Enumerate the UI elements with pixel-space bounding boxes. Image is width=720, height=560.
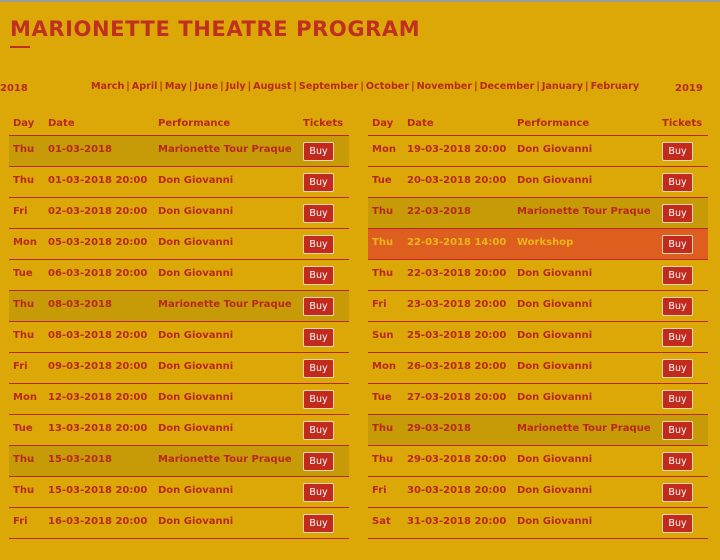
buy-ticket-button[interactable]: Buy	[303, 204, 334, 223]
cell-performance: Don Giovanni	[517, 144, 593, 155]
buy-ticket-button[interactable]: Buy	[303, 483, 334, 502]
cell-day: Mon	[372, 144, 396, 155]
month-separator: |	[474, 81, 478, 92]
table-header	[368, 114, 708, 136]
table-row	[9, 291, 349, 322]
month-separator: |	[159, 81, 163, 92]
month-link-june[interactable]: June	[194, 81, 219, 92]
title-underline	[10, 46, 30, 48]
cell-date: 31-03-2018 20:00	[407, 516, 507, 527]
page-title: MARIONETTE THEATRE PROGRAM	[10, 17, 421, 41]
cell-day: Thu	[13, 454, 35, 465]
buy-ticket-button[interactable]: Buy	[662, 173, 693, 192]
cell-date: 15-03-2018	[48, 454, 112, 465]
cell-day: Thu	[13, 144, 35, 155]
table-row	[368, 167, 708, 198]
month-link-april[interactable]: April	[131, 81, 158, 92]
table-row	[368, 353, 708, 384]
buy-ticket-button[interactable]: Buy	[303, 173, 334, 192]
buy-ticket-button[interactable]: Buy	[303, 266, 334, 285]
cell-day: Thu	[13, 299, 35, 310]
month-link-july[interactable]: July	[225, 81, 246, 92]
cell-date: 01-03-2018 20:00	[48, 175, 148, 186]
cell-performance: Don Giovanni	[158, 516, 234, 527]
month-nav	[91, 81, 640, 92]
month-separator: |	[220, 81, 224, 92]
cell-date: 22-03-2018 20:00	[407, 268, 507, 279]
cell-date: 16-03-2018 20:00	[48, 516, 148, 527]
cell-date: 12-03-2018 20:00	[48, 392, 148, 403]
table-row	[368, 260, 708, 291]
cell-performance: Don Giovanni	[517, 175, 593, 186]
cell-date: 29-03-2018	[407, 423, 471, 434]
cell-date: 26-03-2018 20:00	[407, 361, 507, 372]
cell-performance: Workshop	[517, 237, 574, 248]
buy-ticket-button[interactable]: Buy	[303, 235, 334, 254]
header-tickets: Tickets	[662, 118, 703, 129]
month-separator: |	[585, 81, 589, 92]
month-link-may[interactable]: May	[164, 81, 187, 92]
cell-date: 13-03-2018 20:00	[48, 423, 148, 434]
buy-ticket-button[interactable]: Buy	[662, 235, 693, 254]
cell-performance: Don Giovanni	[158, 237, 234, 248]
cell-performance: Don Giovanni	[517, 299, 593, 310]
cell-date: 01-03-2018	[48, 144, 112, 155]
cell-day: Thu	[372, 237, 394, 248]
month-link-january[interactable]: January	[541, 81, 584, 92]
buy-ticket-button[interactable]: Buy	[662, 204, 693, 223]
cell-date: 02-03-2018 20:00	[48, 206, 148, 217]
cell-performance: Don Giovanni	[158, 175, 234, 186]
buy-ticket-button[interactable]: Buy	[303, 142, 334, 161]
buy-ticket-button[interactable]: Buy	[303, 328, 334, 347]
table-row	[368, 446, 708, 477]
table-row	[9, 446, 349, 477]
table-row	[9, 322, 349, 353]
month-link-september[interactable]: September	[298, 81, 359, 92]
buy-ticket-button[interactable]: Buy	[662, 328, 693, 347]
cell-performance: Don Giovanni	[158, 330, 234, 341]
cell-day: Mon	[13, 237, 37, 248]
cell-performance: Don Giovanni	[517, 516, 593, 527]
table-row	[368, 477, 708, 508]
month-link-march[interactable]: March	[91, 81, 125, 92]
table-row	[368, 415, 708, 446]
month-link-february[interactable]: February	[590, 81, 640, 92]
cell-performance: Don Giovanni	[158, 392, 234, 403]
table-row	[368, 229, 708, 260]
cell-day: Thu	[372, 268, 394, 279]
cell-performance: Marionette Tour Praque	[158, 299, 292, 310]
buy-ticket-button[interactable]: Buy	[303, 297, 334, 316]
cell-day: Tue	[13, 268, 33, 279]
cell-day: Tue	[372, 175, 392, 186]
cell-performance: Don Giovanni	[158, 361, 234, 372]
month-separator: |	[360, 81, 364, 92]
table-row	[9, 477, 349, 508]
cell-day: Tue	[372, 392, 392, 403]
table-row	[368, 136, 708, 167]
cell-date: 20-03-2018 20:00	[407, 175, 507, 186]
buy-ticket-button[interactable]: Buy	[303, 452, 334, 471]
table-row	[9, 353, 349, 384]
buy-ticket-button[interactable]: Buy	[662, 297, 693, 316]
buy-ticket-button[interactable]: Buy	[662, 452, 693, 471]
table-row	[9, 415, 349, 446]
schedule-table-right	[368, 114, 708, 539]
prev-year-link[interactable]: 2018	[0, 83, 28, 94]
month-separator: |	[293, 81, 297, 92]
month-separator: |	[411, 81, 415, 92]
buy-ticket-button[interactable]: Buy	[662, 359, 693, 378]
cell-day: Thu	[13, 330, 35, 341]
cell-performance: Don Giovanni	[158, 423, 234, 434]
table-header	[9, 114, 349, 136]
buy-ticket-button[interactable]: Buy	[303, 390, 334, 409]
table-row	[9, 136, 349, 167]
month-link-october[interactable]: October	[365, 81, 410, 92]
cell-day: Thu	[13, 175, 35, 186]
cell-day: Thu	[372, 423, 394, 434]
cell-day: Fri	[372, 485, 387, 496]
top-border	[0, 0, 720, 2]
cell-performance: Marionette Tour Praque	[158, 144, 292, 155]
cell-performance: Don Giovanni	[517, 361, 593, 372]
month-separator: |	[126, 81, 130, 92]
cell-date: 08-03-2018	[48, 299, 112, 310]
table-row	[9, 229, 349, 260]
cell-date: 06-03-2018 20:00	[48, 268, 148, 279]
cell-performance: Don Giovanni	[517, 454, 593, 465]
table-row	[368, 291, 708, 322]
cell-day: Fri	[372, 299, 387, 310]
month-separator: |	[536, 81, 540, 92]
buy-ticket-button[interactable]: Buy	[662, 483, 693, 502]
buy-ticket-button[interactable]: Buy	[303, 514, 334, 533]
month-link-august[interactable]: August	[253, 81, 292, 92]
cell-day: Fri	[13, 206, 28, 217]
header-date: Date	[48, 118, 75, 129]
next-year-link[interactable]: 2019	[675, 83, 703, 94]
cell-day: Fri	[13, 361, 28, 372]
cell-day: Sun	[372, 330, 394, 341]
buy-ticket-button[interactable]: Buy	[303, 359, 334, 378]
month-link-december[interactable]: December	[479, 81, 535, 92]
cell-date: 29-03-2018 20:00	[407, 454, 507, 465]
cell-date: 08-03-2018 20:00	[48, 330, 148, 341]
table-row	[368, 508, 708, 539]
cell-performance: Don Giovanni	[158, 268, 234, 279]
cell-day: Mon	[372, 361, 396, 372]
schedule-table-left	[9, 114, 349, 539]
month-link-november[interactable]: November	[416, 81, 473, 92]
table-row	[9, 167, 349, 198]
header-tickets: Tickets	[303, 118, 344, 129]
header-date: Date	[407, 118, 434, 129]
cell-date: 23-03-2018 20:00	[407, 299, 507, 310]
cell-performance: Don Giovanni	[158, 485, 234, 496]
table-row	[9, 508, 349, 539]
cell-day: Tue	[13, 423, 33, 434]
header-day: Day	[372, 118, 394, 129]
cell-day: Thu	[372, 454, 394, 465]
cell-date: 09-03-2018 20:00	[48, 361, 148, 372]
cell-performance: Marionette Tour Praque	[517, 206, 651, 217]
cell-date: 22-03-2018 14:00	[407, 237, 507, 248]
cell-performance: Don Giovanni	[517, 268, 593, 279]
cell-date: 30-03-2018 20:00	[407, 485, 507, 496]
cell-date: 19-03-2018 20:00	[407, 144, 507, 155]
buy-ticket-button[interactable]: Buy	[303, 421, 334, 440]
cell-performance: Don Giovanni	[517, 330, 593, 341]
month-separator: |	[247, 81, 252, 92]
table-row	[368, 322, 708, 353]
table-row	[9, 198, 349, 229]
header-performance: Performance	[158, 118, 231, 129]
cell-day: Fri	[13, 516, 28, 527]
cell-date: 25-03-2018 20:00	[407, 330, 507, 341]
table-row	[9, 260, 349, 291]
cell-performance: Don Giovanni	[517, 392, 593, 403]
buy-ticket-button[interactable]: Buy	[662, 142, 693, 161]
cell-performance: Don Giovanni	[158, 206, 234, 217]
buy-ticket-button[interactable]: Buy	[662, 390, 693, 409]
cell-date: 27-03-2018 20:00	[407, 392, 507, 403]
month-separator: |	[188, 81, 193, 92]
buy-ticket-button[interactable]: Buy	[662, 421, 693, 440]
cell-date: 05-03-2018 20:00	[48, 237, 148, 248]
cell-performance: Marionette Tour Praque	[517, 423, 651, 434]
cell-day: Thu	[372, 206, 394, 217]
table-row	[368, 198, 708, 229]
cell-day: Sat	[372, 516, 391, 527]
cell-day: Thu	[13, 485, 35, 496]
cell-date: 15-03-2018 20:00	[48, 485, 148, 496]
header-performance: Performance	[517, 118, 590, 129]
cell-performance: Marionette Tour Praque	[158, 454, 292, 465]
cell-date: 22-03-2018	[407, 206, 471, 217]
cell-day: Mon	[13, 392, 37, 403]
table-row	[368, 384, 708, 415]
cell-performance: Don Giovanni	[517, 485, 593, 496]
header-day: Day	[13, 118, 35, 129]
buy-ticket-button[interactable]: Buy	[662, 266, 693, 285]
buy-ticket-button[interactable]: Buy	[662, 514, 693, 533]
table-row	[9, 384, 349, 415]
